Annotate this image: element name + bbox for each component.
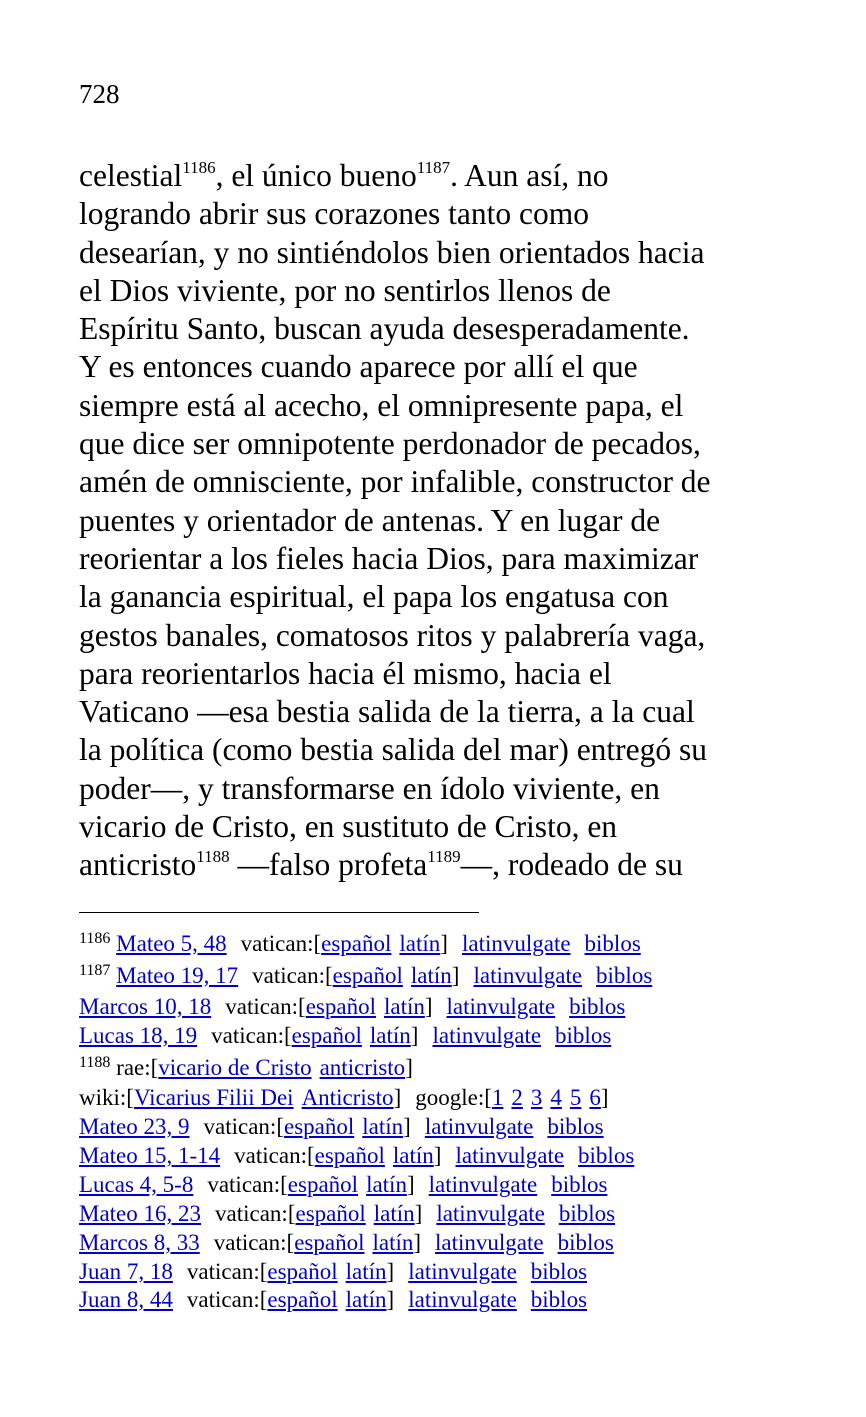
- bible-ref-link[interactable]: Lucas 4, 5-8: [79, 1172, 194, 1197]
- latinvulgate-link[interactable]: latinvulgate: [408, 1259, 517, 1284]
- footnote-line: Mateo 23, 9 vatican:[español latín] latinvulgate biblos: [79, 1114, 604, 1139]
- latinvulgate-link[interactable]: latinvulgate: [424, 1114, 534, 1139]
- footnote-line: Mateo 16, 23 vatican:[español latín] latinvulgate biblos: [79, 1201, 616, 1226]
- vatican-spanish-link[interactable]: español: [291, 1023, 362, 1048]
- footnote-separator: [79, 912, 479, 913]
- latinvulgate-link[interactable]: latinvulgate: [436, 1201, 545, 1226]
- google-link-2[interactable]: 2: [511, 1085, 523, 1110]
- footnote-line: Juan 7, 18 vatican:[español latín] latinvulgate biblos: [79, 1259, 588, 1284]
- vatican-spanish-link[interactable]: español: [295, 1201, 366, 1226]
- vatican-spanish-link[interactable]: español: [305, 994, 376, 1019]
- rae-link-anticristo[interactable]: anticristo: [319, 1055, 406, 1080]
- text-line: la política (como bestia salida del mar) entregó su: [79, 732, 708, 768]
- footnote-line: Mateo 15, 1-14 vatican:[español latín] latinvulgate biblos: [79, 1143, 635, 1168]
- footnote-ref-1189[interactable]: 1189: [427, 847, 461, 867]
- biblos-link[interactable]: biblos: [530, 1287, 588, 1312]
- text-line: para reorientarlos hacia él mismo, hacia el: [79, 655, 612, 691]
- bible-ref-link[interactable]: Marcos 8, 33: [79, 1230, 200, 1255]
- biblos-link[interactable]: biblos: [558, 1201, 616, 1226]
- bible-ref-link[interactable]: Mateo 5, 48: [116, 931, 227, 956]
- biblos-link[interactable]: biblos: [569, 994, 626, 1019]
- biblos-link[interactable]: biblos: [596, 963, 653, 988]
- footnote-1187: $^{1187}$ Mateo 19, 17 vatican:[español latín] latinvulgate biblos: [79, 962, 653, 988]
- google-link-4[interactable]: 4: [550, 1085, 562, 1110]
- google-link-5[interactable]: 5: [569, 1085, 582, 1110]
- text-line: que dice ser omnipotente perdonador de pecados,: [79, 426, 701, 462]
- footnote-ref-1187[interactable]: 1187: [416, 158, 451, 177]
- vatican-latin-link[interactable]: latín: [369, 1023, 411, 1048]
- text-line: Y es entonces cuando aparece por allí el que: [79, 349, 638, 385]
- footnote-number: 1186: [79, 930, 111, 947]
- text-line: logrando abrir sus corazones tanto como: [79, 196, 589, 232]
- latinvulgate-link[interactable]: latinvulgate: [432, 1023, 542, 1048]
- text-line-19: anticristo$^{1188}$ —falso profeta$^{1189}$—, rodeado de su: [79, 847, 683, 883]
- latinvulgate-link[interactable]: latinvulgate: [455, 1143, 565, 1168]
- page-number: 728: [79, 79, 120, 109]
- vatican-latin-link[interactable]: latín: [345, 1259, 387, 1284]
- vatican-latin-link[interactable]: latín: [392, 1143, 434, 1168]
- body-text: [79, 157, 748, 885]
- vatican-latin-link[interactable]: latín: [410, 963, 452, 988]
- biblos-link[interactable]: biblos: [557, 1230, 614, 1255]
- text-line: Vaticano —esa bestia salida de la tierra, a la cual: [79, 694, 695, 730]
- vatican-spanish-link[interactable]: español: [283, 1114, 355, 1139]
- text-line: siempre está al acecho, el omnipresente papa, el: [79, 387, 684, 423]
- biblos-link[interactable]: biblos: [584, 931, 641, 956]
- text-line: el Dios viviente, por no sentirlos llenos de: [79, 272, 611, 308]
- vatican-spanish-link[interactable]: español: [267, 1287, 338, 1312]
- text-line: puentes y orientador de antenas. Y en lugar de: [79, 502, 661, 538]
- footnote-line: Marcos 8, 33 vatican:[español latín] latinvulgate biblos: [79, 1230, 614, 1255]
- text-line: amén de omnisciente, por infalible, constructor de: [79, 464, 711, 500]
- footnote-line: Lucas 4, 5-8 vatican:[español latín] latinvulgate biblos: [79, 1172, 608, 1197]
- vatican-latin-link[interactable]: latín: [372, 1230, 414, 1255]
- bible-ref-link[interactable]: Mateo 15, 1-14: [79, 1143, 221, 1168]
- google-link-6[interactable]: 6: [589, 1085, 601, 1110]
- wiki-link-vicarius[interactable]: Vicarius Filii Dei: [133, 1085, 294, 1110]
- text-line: gestos banales, comatosos ritos y palabrería vaga,: [79, 617, 706, 653]
- footnote-line: Juan 8, 44 vatican:[español latín] latinvulgate biblos: [79, 1287, 588, 1312]
- latinvulgate-link[interactable]: latinvulgate: [461, 931, 571, 956]
- footnote-ref-1188[interactable]: 1188: [196, 847, 230, 867]
- latinvulgate-link[interactable]: latinvulgate: [428, 1172, 538, 1197]
- biblos-link[interactable]: biblos: [578, 1143, 635, 1168]
- vatican-latin-link[interactable]: latín: [345, 1287, 387, 1312]
- text-line: Espíritu Santo, buscan ayuda desesperadamente.: [79, 311, 690, 347]
- rae-link-vicario[interactable]: vicario de Cristo: [158, 1055, 312, 1080]
- latinvulgate-link[interactable]: latinvulgate: [435, 1230, 544, 1255]
- text-line: vicario de Cristo, en sustituto de Cristo, en: [79, 809, 618, 845]
- biblos-link[interactable]: biblos: [547, 1114, 604, 1139]
- biblos-link[interactable]: biblos: [530, 1259, 588, 1284]
- text-line: la ganancia espiritual, el papa los engatusa con: [79, 579, 669, 615]
- vatican-spanish-link[interactable]: español: [314, 1143, 385, 1168]
- footnote-1186: $^{1186}$ Mateo 5, 48 vatican:[español latín] latinvulgate biblos: [79, 930, 641, 956]
- text-line: poder—, y transformarse en ídolo viviente, en: [79, 770, 660, 806]
- google-link-1[interactable]: 1: [491, 1085, 504, 1110]
- latinvulgate-link[interactable]: latinvulgate: [408, 1287, 517, 1312]
- vatican-latin-link[interactable]: latín: [362, 1114, 404, 1139]
- biblos-link[interactable]: biblos: [555, 1023, 612, 1048]
- bible-ref-link[interactable]: Mateo 16, 23: [79, 1201, 202, 1226]
- vatican-spanish-link[interactable]: español: [294, 1230, 365, 1255]
- latinvulgate-link[interactable]: latinvulgate: [446, 994, 556, 1019]
- footnote-number: 1188: [79, 1054, 111, 1071]
- bible-ref-link[interactable]: Marcos 10, 18: [79, 994, 212, 1019]
- vatican-spanish-link[interactable]: español: [332, 963, 403, 988]
- footnote-line: Marcos 10, 18 vatican:[español latín] latinvulgate biblos: [79, 994, 626, 1019]
- footnote-1188: $^{1188}$ rae:[vicario de Cristo anticristo]: [79, 1054, 413, 1080]
- vatican-latin-link[interactable]: latín: [399, 931, 441, 956]
- footnote-line: Lucas 18, 19 vatican:[español latín] latinvulgate biblos: [79, 1023, 612, 1048]
- latinvulgate-link[interactable]: latinvulgate: [473, 963, 583, 988]
- bible-ref-link[interactable]: Juan 7, 18: [79, 1259, 173, 1284]
- biblos-link[interactable]: biblos: [551, 1172, 608, 1197]
- vatican-spanish-link[interactable]: español: [321, 931, 392, 956]
- google-link-3[interactable]: 3: [530, 1085, 543, 1110]
- wiki-link-anticristo[interactable]: Anticristo: [301, 1085, 394, 1110]
- bible-ref-link[interactable]: Mateo 19, 17: [116, 963, 239, 988]
- footnote-line: wiki:[Vicarius Filii Dei Anticristo] google:[1 2 3 4 5 6]: [79, 1085, 609, 1110]
- footnote-number: 1187: [79, 962, 111, 979]
- text-line-1: celestial$^{1186}$, el único bueno$^{1187}$. Aun así, no: [79, 158, 609, 193]
- vatican-latin-link[interactable]: latín: [383, 994, 425, 1019]
- bible-ref-link[interactable]: Mateo 23, 9: [79, 1114, 190, 1139]
- vatican-spanish-link[interactable]: español: [287, 1172, 359, 1197]
- text-line: reorientar a los fieles hacia Dios, para maximizar: [79, 540, 699, 576]
- footnote-ref-1186[interactable]: 1186: [182, 158, 216, 177]
- vatican-latin-link[interactable]: latín: [373, 1201, 415, 1226]
- vatican-latin-link[interactable]: latín: [366, 1172, 407, 1197]
- bible-ref-link[interactable]: Juan 8, 44: [79, 1287, 173, 1312]
- text-line: desearían, y no sintiéndolos bien orientados hacia: [79, 234, 705, 270]
- vatican-spanish-link[interactable]: español: [267, 1259, 338, 1284]
- bible-ref-link[interactable]: Lucas 18, 19: [79, 1023, 198, 1048]
